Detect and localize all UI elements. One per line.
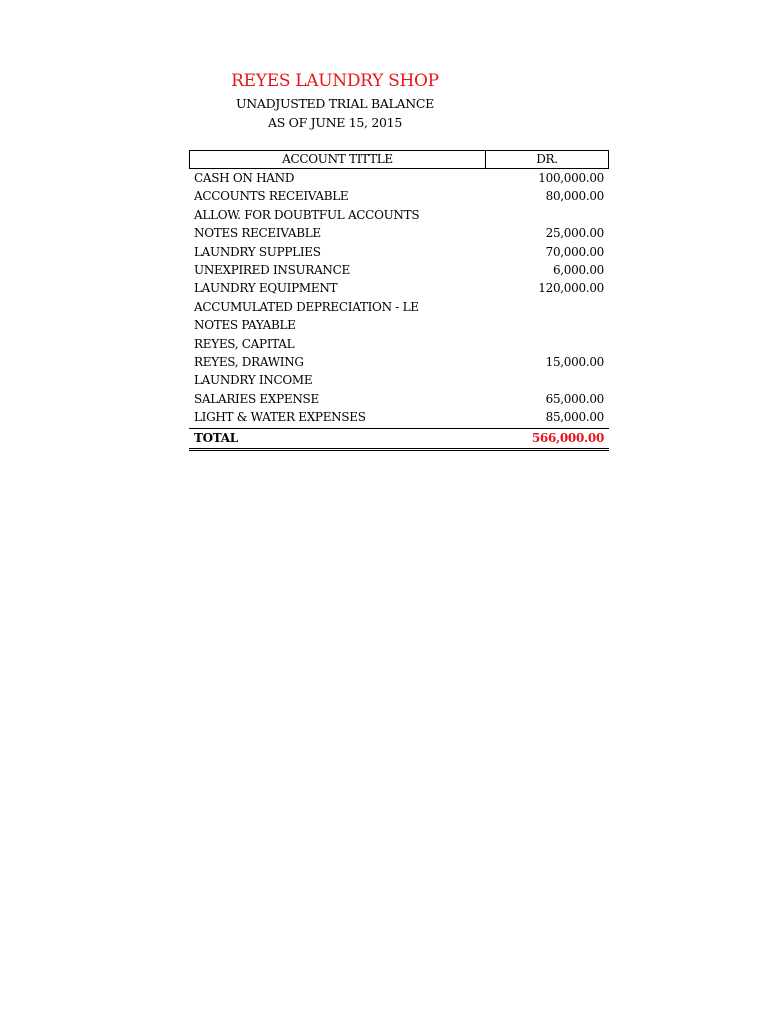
table-row xyxy=(189,408,609,426)
account-name: CASH ON HAND xyxy=(194,171,295,185)
table-header xyxy=(189,150,609,169)
table-row xyxy=(189,335,609,353)
account-name: LIGHT & WATER EXPENSES xyxy=(194,410,366,425)
report-subtitle: UNADJUSTED TRIAL BALANCE xyxy=(235,96,435,111)
table-row xyxy=(189,261,609,279)
debit-amount: 85,000.00 xyxy=(545,410,604,425)
debit-amount xyxy=(489,371,609,389)
debit-amount: 15,000.00 xyxy=(545,354,604,369)
header-account-title: ACCOUNT TITTLE xyxy=(190,151,486,168)
debit-amount: 6,000.00 xyxy=(552,262,604,277)
table-row xyxy=(189,371,609,389)
debit-amount: 80,000.00 xyxy=(545,189,604,204)
account-name: LAUNDRY INCOME xyxy=(194,373,313,388)
debit-amount xyxy=(489,298,609,316)
account-name: NOTES PAYABLE xyxy=(194,318,296,333)
table-row xyxy=(189,298,609,316)
total-label: TOTAL xyxy=(194,431,238,446)
total-amount: 566,000.00 xyxy=(531,431,604,446)
table-row xyxy=(189,390,609,408)
account-name: SALARIES EXPENSE xyxy=(194,391,319,406)
total-row xyxy=(189,428,609,451)
account-name: REYES, DRAWING xyxy=(194,354,304,369)
table-row xyxy=(189,224,609,242)
company-title: REYES LAUNDRY SHOP xyxy=(231,71,439,91)
table-row xyxy=(189,316,609,334)
trial-balance-table xyxy=(189,150,609,451)
debit-amount: 25,000.00 xyxy=(545,226,604,241)
account-name: ACCOUNTS RECEIVABLE xyxy=(194,189,349,204)
table-body xyxy=(189,169,609,426)
report-date: AS OF JUNE 15, 2015 xyxy=(267,115,402,130)
account-name: UNEXPIRED INSURANCE xyxy=(194,262,350,277)
table-row xyxy=(189,243,609,261)
table-row xyxy=(189,279,609,297)
account-name: LAUNDRY SUPPLIES xyxy=(194,244,321,259)
account-name: ALLOW. FOR DOUBTFUL ACCOUNTS xyxy=(194,207,420,222)
account-name: ACCUMULATED DEPRECIATION - LE xyxy=(194,299,419,314)
header-debit: DR. xyxy=(536,152,558,166)
debit-amount: 120,000.00 xyxy=(538,281,604,296)
account-name: LAUNDRY EQUIPMENT xyxy=(194,281,338,296)
debit-amount xyxy=(489,206,609,224)
table-row xyxy=(189,206,609,224)
table-row xyxy=(189,187,609,205)
debit-amount: 65,000.00 xyxy=(545,391,604,406)
debit-amount xyxy=(489,335,609,353)
table-row xyxy=(189,353,609,371)
account-name: NOTES RECEIVABLE xyxy=(194,226,321,241)
debit-amount xyxy=(489,316,609,334)
table-row xyxy=(189,169,609,187)
account-name: REYES, CAPITAL xyxy=(194,336,295,351)
debit-amount: 100,000.00 xyxy=(538,171,604,185)
debit-amount: 70,000.00 xyxy=(545,244,604,259)
